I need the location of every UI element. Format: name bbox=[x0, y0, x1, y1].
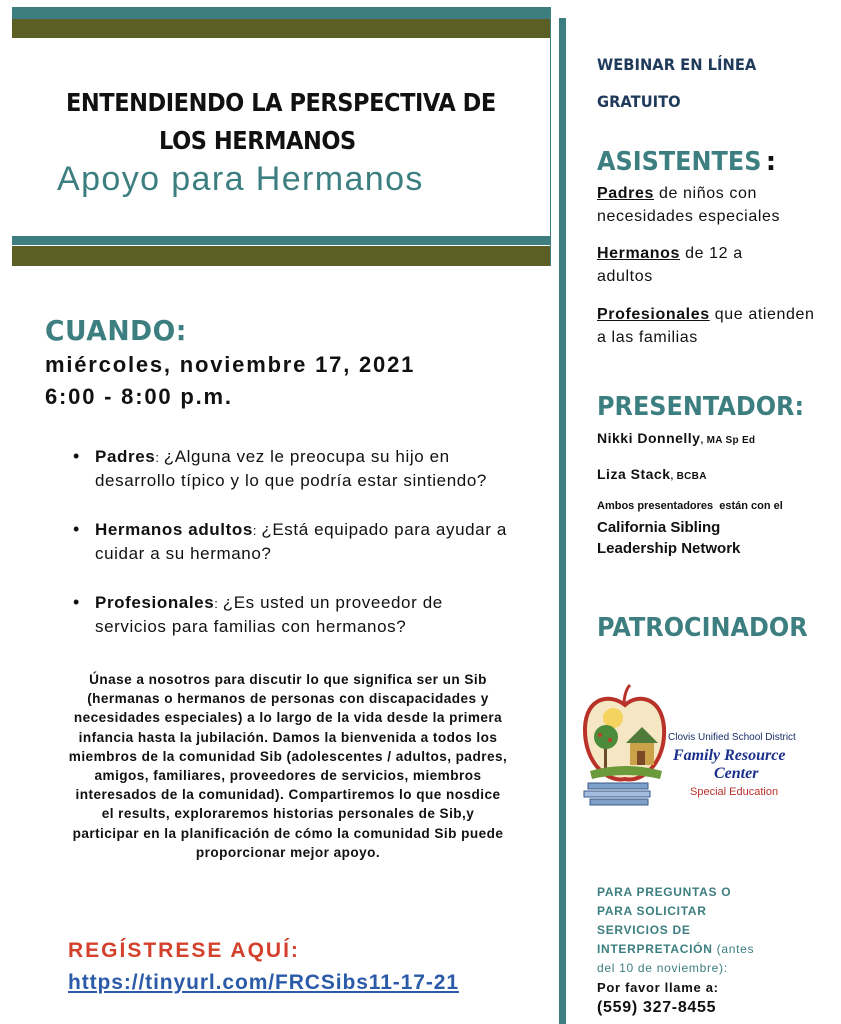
contact-call: Por favor llame a: bbox=[597, 980, 719, 995]
page-title-line2: LOS HERMANOS bbox=[159, 126, 356, 155]
bullet-hermanos-adultos bbox=[67, 518, 507, 565]
mid-teal-bar bbox=[12, 236, 550, 245]
presenter-name: Nikki Donnelly bbox=[597, 430, 701, 446]
webinar-line1: WEBINAR EN LÍNEA bbox=[597, 55, 757, 74]
webinar-line2: GRATUITO bbox=[597, 92, 681, 111]
attendee-profesionales bbox=[597, 303, 827, 349]
bullet-text: ¿Está equipado para ayudar a cuidar a su hermano? bbox=[95, 520, 507, 563]
logo-line1: Family Resource bbox=[673, 747, 786, 764]
vertical-divider bbox=[559, 18, 566, 1024]
attendees-heading: ASISTENTES bbox=[597, 147, 762, 177]
logo-line3: Special Education bbox=[690, 786, 779, 798]
top-teal-bar bbox=[12, 7, 550, 19]
bullet-text: ¿Es usted un proveedor de servicios para familias con hermanos? bbox=[95, 593, 443, 636]
bullet-profesionales bbox=[67, 591, 507, 638]
bullet-sep: : bbox=[252, 523, 262, 538]
attendee-label: Profesionales bbox=[597, 306, 710, 323]
bullet-text: ¿Alguna vez le preocupa su hijo en desarrollo típico y lo que podría estar sintiendo? bbox=[95, 447, 487, 490]
presenter-cred: , MA Sp Ed bbox=[700, 435, 756, 446]
network-name: California Sibling Leadership Network bbox=[597, 519, 741, 557]
contact-line4-wrap bbox=[597, 940, 754, 959]
register-label: REGÍSTRESE AQUÍ: bbox=[68, 939, 300, 962]
event-time: 6:00 - 8:00 p.m. bbox=[45, 384, 233, 409]
contact-line4b: (antes bbox=[712, 942, 755, 956]
attendee-text: que atienden a las familias bbox=[597, 306, 815, 346]
presenter-cred: , BCBA bbox=[670, 471, 707, 482]
attendees-heading-wrap bbox=[597, 147, 776, 177]
when-heading: CUANDO: bbox=[45, 314, 187, 347]
bullet-label: Hermanos adultos bbox=[95, 520, 253, 539]
contact-line2: PARA SOLICITAR bbox=[597, 904, 707, 918]
page-subtitle: Apoyo para Hermanos bbox=[57, 160, 424, 198]
attendee-label: Padres bbox=[597, 185, 654, 202]
event-date: miércoles, noviembre 17, 2021 bbox=[45, 352, 416, 377]
sponsor-heading: PATROCINADOR bbox=[597, 613, 808, 643]
attendee-label: Hermanos bbox=[597, 245, 681, 262]
body-paragraph: Únase a nosotros para discutir lo que significa ser un Sib (hermanas o hermanos de personas con discapacidades y necesidades especiales) a lo largo de la vida desde la primera infancia hasta la jubilación. Damos la bienvenida a todos los miembros de la comunidad Sib (adolescentes / adultos, padres, amigos, familiares, proveedores de servicios, miembros interesados de la comunidad). Compartiremos lo que nosdice el results, exploraremos historias personales de Sib,y participar en la planificación de cómo la comunidad Sib puede proporcionar mejor apoyo. bbox=[68, 672, 508, 860]
bullet-label: Padres bbox=[95, 447, 156, 466]
apple-house-icon bbox=[580, 683, 670, 813]
logo-line2: Center bbox=[714, 765, 759, 782]
header-frame-line bbox=[550, 7, 551, 266]
bullet-sep: : bbox=[155, 450, 164, 465]
presenters-note: Ambos presentadores están con el bbox=[597, 500, 783, 512]
register-link[interactable]: https://tinyurl.com/FRCSibs11-17-21 bbox=[68, 971, 459, 994]
contact-line3: SERVICIOS DE bbox=[597, 923, 691, 937]
contact-line5: del 10 de noviembre): bbox=[597, 961, 728, 975]
sponsor-logo bbox=[580, 683, 820, 813]
audience-bullet-list bbox=[67, 445, 507, 664]
bullet-sep: : bbox=[214, 596, 223, 611]
bullet-label: Profesionales bbox=[95, 593, 215, 612]
presenter-heading: PRESENTADOR: bbox=[597, 392, 805, 422]
contact-line1: PARA PREGUNTAS O bbox=[597, 885, 732, 899]
presenter-liza bbox=[597, 466, 707, 484]
attendee-text: de 12 a adultos bbox=[597, 245, 743, 285]
presenter-name: Liza Stack bbox=[597, 466, 671, 482]
attendee-text: de niños con necesidades especiales bbox=[597, 185, 781, 225]
top-olive-bar bbox=[12, 19, 550, 38]
page-title-line1: ENTENDIENDO LA PERSPECTIVA DE bbox=[66, 88, 496, 117]
logo-district: Clovis Unified School District bbox=[668, 732, 796, 743]
presenter-nikki bbox=[597, 430, 755, 448]
contact-block bbox=[597, 883, 754, 1019]
attendee-hermanos bbox=[597, 242, 787, 288]
mid-olive-bar bbox=[12, 246, 550, 266]
attendee-padres bbox=[597, 182, 827, 228]
contact-line4: INTERPRETACIÓN bbox=[597, 942, 713, 956]
attendees-colon: : bbox=[765, 147, 777, 177]
contact-phone[interactable]: (559) 327-8455 bbox=[597, 999, 717, 1016]
bullet-padres bbox=[67, 445, 507, 492]
